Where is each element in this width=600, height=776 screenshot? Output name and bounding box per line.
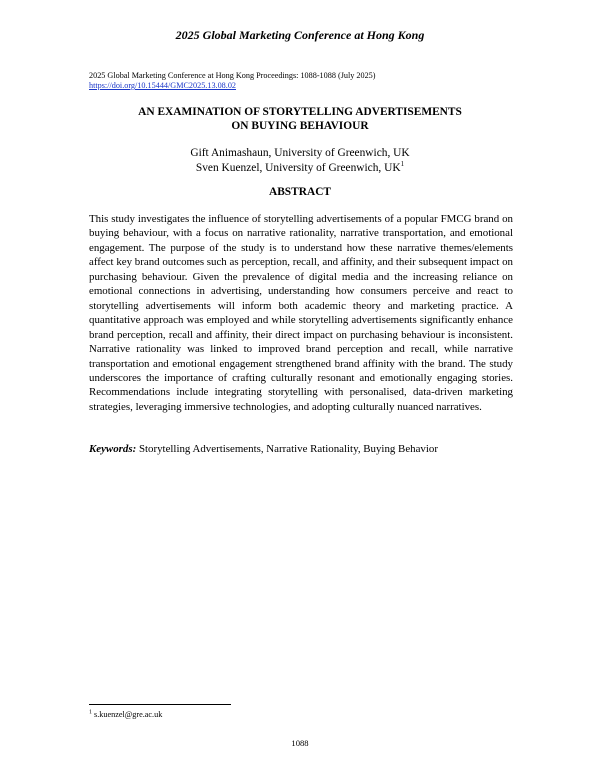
author-2-text: Sven Kuenzel, University of Greenwich, UK xyxy=(195,161,401,174)
paper-title xyxy=(0,106,600,133)
author-2 xyxy=(0,161,600,176)
running-header: 2025 Global Marketing Conference at Hong Kong xyxy=(175,28,425,42)
footnote-number: 1 xyxy=(89,709,92,716)
proceedings-citation: 2025 Global Marketing Conference at Hong Kong Proceedings: 1088-1088 (July 2025) xyxy=(89,71,376,80)
page-number: 1088 xyxy=(291,738,309,748)
footnote xyxy=(89,710,162,720)
footnote-email: s.kuenzel@gre.ac.uk xyxy=(94,710,163,719)
doi-link[interactable]: https://doi.org/10.15444/GMC2025.13.08.02 xyxy=(89,81,237,90)
keywords-line xyxy=(89,442,513,456)
paper-title-line-1: AN EXAMINATION OF STORYTELLING ADVERTISEMENTS xyxy=(138,106,462,118)
abstract-body: This study investigates the influence of storytelling advertisements of a popular FMCG brand on buying behaviour, with a focus on narrative rationality, narrative transportation, and emotional engagement. The purpose of the study is to understand how these narrative themes/elements affect key brand outcomes such as perception, recall, and affinity, and their subsequent impact on purchasing behaviour. Given the prevalence of digital media and the increasing reliance on emotional connections in advertising, understanding how consumers perceive and react to storytelling advertisements will inform both academic theory and marketing practice. A quantitative approach was employed and while storytelling advertisements significantly enhance brand perception, recall and affinity, their direct impact on purchasing behaviour is inconsistent. Narrative rationality was linked to improved brand perception and recall, while narrative transportation and emotional engagement strengthened brand affinity with the brand. The study underscores the importance of crafting culturally resonant and emotionally engaging stories. Recommendations include integrating storytelling with personalised, data-driven marketing strategies, leveraging immersive technologies, and adopting culturally nuanced narratives. xyxy=(89,213,513,413)
keywords-label: Keywords: xyxy=(89,443,137,455)
author-1-text: Gift Animashaun, University of Greenwich, UK xyxy=(190,147,410,159)
footnote-divider xyxy=(89,704,231,705)
abstract-heading: ABSTRACT xyxy=(268,186,332,198)
author-1 xyxy=(0,146,600,161)
author-footnote-marker: 1 xyxy=(400,159,405,168)
author-list xyxy=(0,146,600,175)
paper-title-line-2: ON BUYING BEHAVIOUR xyxy=(231,119,369,132)
keywords-text: Storytelling Advertisements, Narrative Rationality, Buying Behavior xyxy=(138,443,438,455)
